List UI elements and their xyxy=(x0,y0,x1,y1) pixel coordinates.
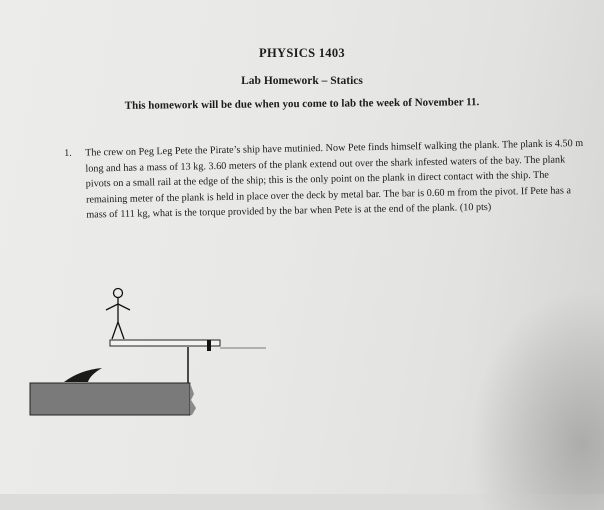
metal-bar xyxy=(207,340,211,351)
pete-stick-figure-icon xyxy=(106,289,130,340)
assignment-title: Lab Homework – Statics xyxy=(241,75,363,87)
due-note: This homework will be due when you come to lab the week of November 11. xyxy=(124,96,480,112)
plank-diagram xyxy=(28,282,278,422)
shark-fin-icon xyxy=(64,368,102,382)
plank xyxy=(110,340,220,346)
problem-1 xyxy=(64,136,585,224)
problem-number: 1. xyxy=(64,147,72,159)
problem-text: The crew on Peg Leg Pete the Pirate’s ship have mutinied. Now Pete finds himself walking the plank. The plank is 4.50 m long and has a mass of 13 kg. 3.60 meters of the plank extend out over the shark infested waters of the bay. The plank pivots on a small rail at the edge of the ship; this is the only point on the plank in direct contact with the ship. The remaining meter of the plank is held in place over the deck by metal bar. The bar is 0.60 m from the pivot. If Pete has a mass of 111 kg, what is the torque provided by the bar when Pete is at the end of the plank. (10 pts) xyxy=(85,138,584,221)
page-shadow xyxy=(470,290,604,510)
ship-deck xyxy=(30,383,190,415)
course-title: PHYSICS 1403 xyxy=(259,46,345,60)
ship-edge xyxy=(190,383,196,415)
